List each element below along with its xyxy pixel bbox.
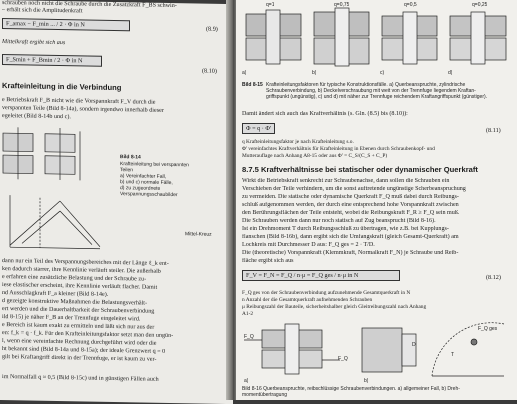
fig-label: F_Q ges bbox=[478, 326, 498, 332]
body-line: Ist ein Drehmoment T durch Reibungsschluß zu übertragen, wie z.B. bei Kupplungs- bbox=[242, 226, 449, 232]
q-label: q=0,25 bbox=[472, 2, 488, 8]
formula-8-11: Φ = q · Φ' bbox=[242, 123, 275, 134]
fig-label: D bbox=[412, 342, 416, 348]
legend2-line: μ Reibungszahl der Bauteile, sicherheitshalber gleich Gleitreibungszahl nach Anhang bbox=[242, 304, 427, 310]
fig-label: Mittel-Kreuz bbox=[185, 231, 212, 238]
body-line: Lochkreis mit Durchmesser D aus: F_Q ges = 2 · T/D. bbox=[242, 242, 375, 248]
fig-letter: a) bbox=[242, 70, 247, 76]
left-top-line: schrauben noch nicht die Schraube durch die Zusatzkraft F_BS schwin- bbox=[2, 0, 177, 10]
legend-line: q Krafteinleitungsfaktor je nach Krafteinleitung s.o. bbox=[242, 139, 354, 145]
body-line: fläche ergibt sich aus bbox=[242, 258, 294, 264]
text-line: e Betriebskraft F_B nicht wie die Vorspannkraft F_V durch die bbox=[2, 97, 156, 106]
fig-caption-line: b) und c) normale Fälle, bbox=[120, 179, 173, 187]
body-line: im Normalfall q ≈ 0,5 (Bild 8-15c) und in günstigen Fällen auch bbox=[2, 374, 159, 383]
body-line: schluß aufgenommen werden, der durch eine entsprechend hohe Vorspannkraft zwischen bbox=[242, 202, 459, 208]
fig-caption-line: Verspannungsschaubilder bbox=[120, 191, 178, 199]
eq-number-8-11: (8.11) bbox=[486, 127, 501, 134]
body-line: e erfahren eine zusätzliche Belastung und der Schraube zu- bbox=[2, 274, 147, 283]
fig-8-15-caption-title: Bild 8-15 bbox=[242, 82, 263, 88]
fig-letter: b) bbox=[364, 378, 369, 384]
right-page bbox=[236, 0, 517, 400]
left-line2: – erhält sich die Amplitudenkraft bbox=[2, 7, 83, 15]
figure-8-14 bbox=[0, 125, 110, 252]
q-label: q=1 bbox=[266, 2, 275, 8]
q-label: q=0,75 bbox=[334, 2, 350, 8]
fig-letter: d) bbox=[448, 70, 453, 76]
body-line: d gezeigte konstruktive Maßnahmen die Belastungsverhält- bbox=[2, 298, 148, 307]
fig-8-15-caption-line: Schraubenverbindung, b) Deckelverschraubung mit weit von der Trennfuge liegendem Kraftan- bbox=[266, 88, 476, 94]
figure-8-16 bbox=[242, 320, 512, 386]
left-page bbox=[0, 0, 233, 404]
body-line: ild 8-15) je näher F_B an der Trennfuge eingeleitet wird. bbox=[2, 314, 141, 323]
section-heading: Krafteinleitung in die Verbindung bbox=[2, 81, 122, 93]
formula-8-12: F_V = F_N = F_Q / n·μ = F_Q ges / n·μ in N bbox=[242, 270, 400, 281]
body-line: nd Ausschlagkraft F_a kleiner (Bild 8-14e). bbox=[2, 290, 109, 298]
legend2-line: A1-2 bbox=[242, 311, 254, 317]
fig-8-15-caption-line: Krafteinleitungsfaktoren für typische Konstruktionsfälle. a) Querbeanspruchte, zylindrische bbox=[266, 82, 466, 88]
legend-line: Φ' vereinfachtes Kraftverhältnis für Krafteinleitung in Ebenen durch Schraubenkopf- und bbox=[242, 146, 435, 152]
body-line: en: f_k = q · f_k. Für den Krafteinleitungsfaktor setzt man den ungün- bbox=[2, 330, 174, 340]
body-line: Die Schrauben werden dann nur noch statisch auf Zug beansprucht (Bild 8-16). bbox=[242, 218, 436, 224]
body-line: ken dadurch starrer, ihre Kennlinie verläuft steiler. Die außerhalb bbox=[2, 266, 161, 275]
body-line: ert werden und die Dauerhaltbarkeit der Schraubenverbindung bbox=[2, 306, 155, 315]
fig-letter: c) bbox=[380, 70, 385, 76]
body-line: flanschen (Bild 8-16b), dann ergibt sich die Umfangskraft (gleich Gesamt-Querkraft) am bbox=[242, 234, 459, 240]
body-line: ht bekannt sind (Bild 8-14a und 8-15a); der ideale Grenzwert q = 0 bbox=[2, 346, 166, 355]
fig-8-15-caption-line: griffspunkt (ungünstig), c) und d) mit näher zur Trennfuge reichendem Kraftangriffspunkt (günstiger). bbox=[266, 94, 488, 100]
body-line: Wirkt die Betriebskraft senkrecht zur Schraubenachse, dann sollen die Schrauben ein bbox=[242, 178, 450, 184]
body-line: Verschieben der Teile verhindern, um die sonst auftretende ungünstige Scherbeanspruchung bbox=[242, 186, 466, 192]
body-line: zu vermeiden. Die statische oder dynamische Querkraft F_Q muß dabei durch Reibungs- bbox=[242, 194, 459, 200]
body-line: Die (theoretische) Vorspannkraft (Klemmkraft, Normalkraft F_N) je Schraube und Reib- bbox=[242, 250, 459, 256]
body-line: gilt bei Kraftangriff direkt in der Trennfuge, er ist kaum zu ver- bbox=[2, 354, 157, 363]
legend2-line: F_Q ges von der Schraubenverbindung aufzunehmende Gesamtquerkraft in N bbox=[242, 290, 411, 296]
body-line: l, wenn eine vereinfachte Rechnung durchgeführt wird oder die bbox=[2, 338, 157, 347]
body-line: dann nur ein Teil des Verspannungsbereiches mit der Länge ℓ_k ent- bbox=[2, 258, 169, 267]
eq-number-8-9: (8.9) bbox=[206, 25, 218, 33]
text-line: verspannten Teile (Bild 8-14a), sondern irgendwo innerhalb dieser bbox=[2, 105, 164, 114]
q-label: q=0,5 bbox=[404, 2, 417, 8]
fig-caption-line: a) Vereinfachter Fall, bbox=[120, 173, 167, 180]
legend2-line: n Anzahl der die Gesamtquerkraft aufnehmenden Schrauben bbox=[242, 297, 373, 303]
formula-8-10: F_Smin + F_Bmin / 2 · Φ in N bbox=[2, 54, 102, 67]
body-line: iese elastischer erscheint, ihre Kennlinie verläuft flacher. Damit bbox=[2, 282, 158, 291]
text-line: egeleitet (Bild 8-14b und c). bbox=[2, 113, 71, 121]
fig-label: T bbox=[451, 352, 455, 358]
fig-letter: b) bbox=[312, 70, 317, 76]
intro-line: Damit ändert sich auch das Kraftverhältnis (s. Gln. (8.5) bis (8.10)): bbox=[242, 111, 408, 117]
fig-caption-line: d) zu zugeordnete bbox=[120, 185, 161, 192]
legend-line: Mutterauflage nach Anhang A8-15 oder aus Φ' = C_S/(C_S + C_P) bbox=[242, 153, 388, 159]
fig-label: F_Q bbox=[338, 356, 348, 362]
eq-number-8-12: (8.12) bbox=[486, 274, 501, 281]
formula-8-9: F_amax − F_min ... / 2 · Φ in N bbox=[2, 18, 130, 31]
fig-caption-title: Bild 8-14 bbox=[120, 154, 141, 161]
fig-8-16-caption: Bild 8-16 Querbeanspruchte, reibschlüssige Schraubenverbindungen. a) allgemeiner Fall, b) Dreh- bbox=[242, 386, 460, 392]
eq-number-8-10: (8.10) bbox=[202, 67, 217, 75]
mittelkraft-text: Mittelkraft ergibt sich aus bbox=[2, 39, 66, 47]
fig-caption-line: Krafteinleitung bei verspannten bbox=[120, 161, 189, 169]
fig-letter: a) bbox=[244, 378, 249, 384]
fig-caption-line: Teilen bbox=[120, 167, 134, 174]
body-line: e Bereich ist kaum exakt zu ermitteln und läßt sich nur aus der bbox=[2, 322, 155, 331]
fig-8-16-caption: momentübertragung bbox=[242, 392, 288, 398]
fig-label: F_Q bbox=[244, 334, 254, 340]
section-heading-8-7-5: 8.7.5 Kraftverhältnisse bei statischer oder dynamischer Querkraft bbox=[242, 165, 478, 174]
figure-8-15 bbox=[242, 2, 512, 80]
body-line: den Berührungsflächen der Teile entsteht, wobei die Reibungskraft F_R ≥ F_Q sein muß. bbox=[242, 210, 460, 216]
